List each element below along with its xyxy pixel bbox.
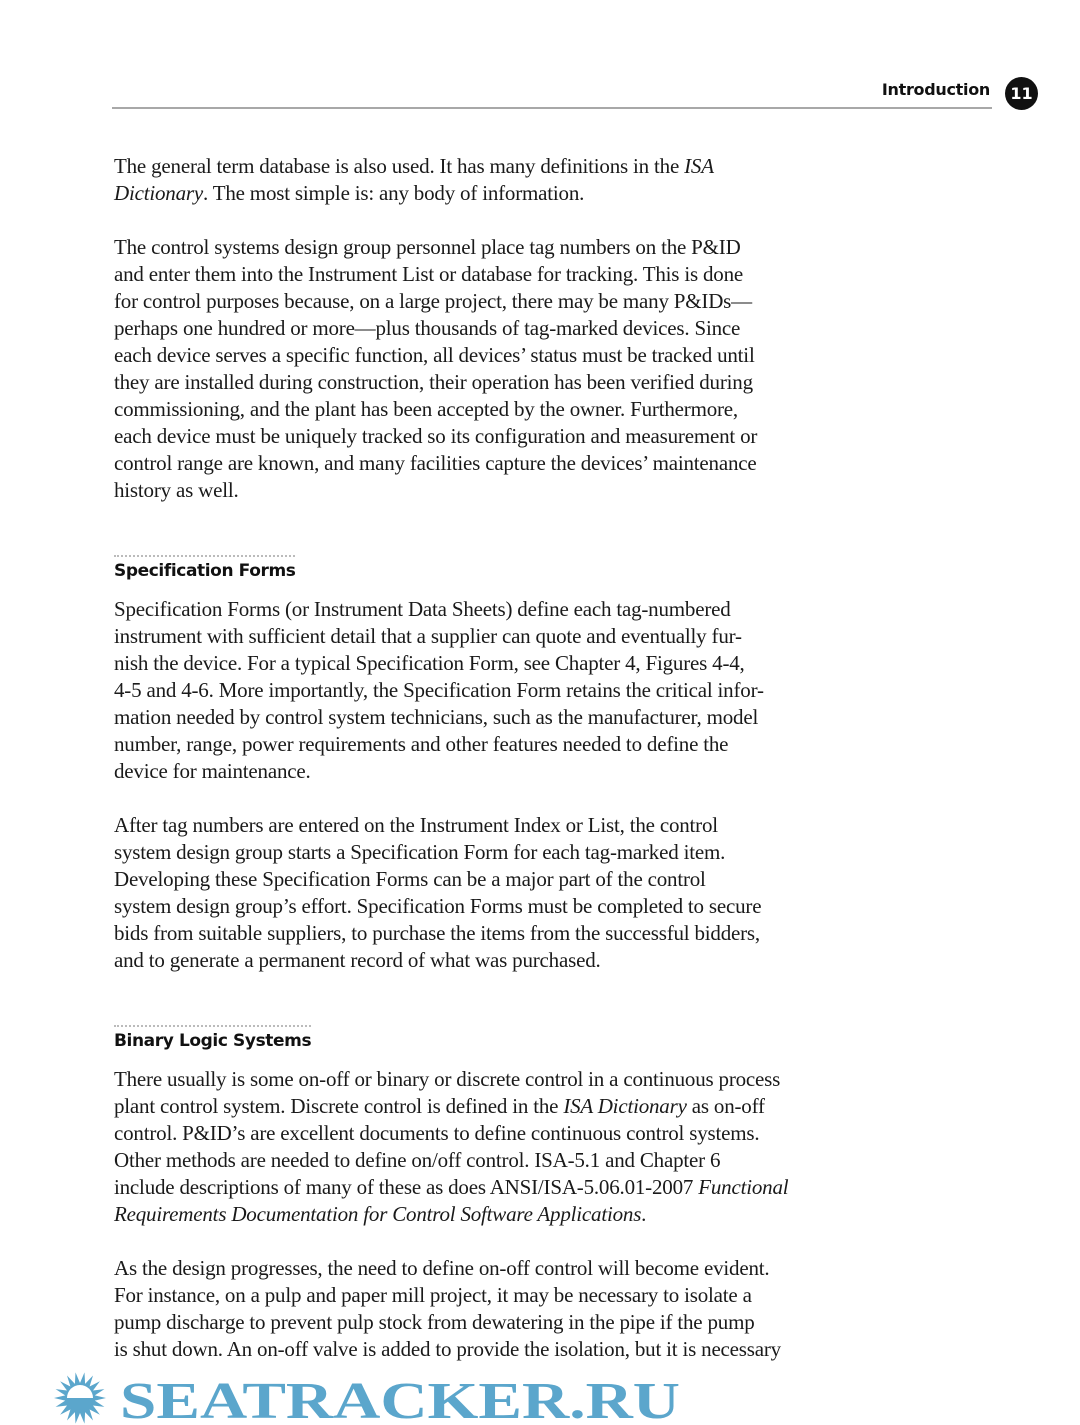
text-run: plant control system. Discrete control is defined in the [114,1094,564,1118]
text-line [114,1309,781,1336]
sun-logo-icon [54,1372,106,1423]
text-run: nish the device. For a typical Specification Form, see Chapter 4, Figures 4-4, [114,651,745,675]
italic-text: ISA Dictionary [563,1094,687,1118]
text-line [114,623,764,650]
section-heading: Binary Logic Systems [114,1031,312,1051]
running-header-title: Introduction [881,80,990,99]
text-run: pump discharge to prevent pulp stock from dewatering in the pipe if the pump [114,1310,755,1334]
paragraph [114,812,761,974]
text-line [114,180,714,207]
text-run: and to generate a permanent record of what was purchased. [114,948,601,972]
text-run: After tag numbers are entered on the Instrument Index or List, the control [114,813,718,837]
text-run: perhaps one hundred or more—plus thousands of tag-marked devices. Since [114,316,741,340]
text-line [114,315,757,342]
text-run: as on-off [686,1094,765,1118]
text-line [114,704,764,731]
text-run: control. P&ID’s are excellent documents to define continuous control systems. [114,1121,760,1145]
paragraph [114,153,714,207]
text-run: is shut down. An on-off valve is added to provide the isolation, but it is necessary [114,1337,781,1361]
text-line [114,342,757,369]
text-line [114,234,757,261]
section-divider [114,1025,311,1027]
text-run: . The most simple is: any body of information. [202,181,585,205]
text-run: The control systems design group personnel place tag numbers on the P&ID [114,235,741,259]
text-line [114,423,757,450]
text-line [114,812,761,839]
watermark [0,1368,1080,1425]
text-run: Other methods are needed to define on/off control. ISA-5.1 and Chapter 6 [114,1148,721,1172]
section-divider [114,555,295,557]
text-line [114,1174,788,1201]
text-run: The general term database is also used. It has many definitions in the [114,154,685,178]
text-run: bids from suitable suppliers, to purchase the items from the successful bidders, [114,921,760,945]
text-line [114,893,761,920]
text-run: include descriptions of many of these as does ANSI/ISA-5.06.01-2007 [114,1175,699,1199]
text-line [114,396,757,423]
header-rule [112,107,992,109]
text-run: they are installed during construction, their operation has been verified during [114,370,753,394]
text-run: Developing these Specification Forms can be a major part of the control [114,867,706,891]
italic-text: Functional [698,1175,789,1199]
italic-text: Dictionary [114,181,203,205]
text-line [114,731,764,758]
paragraph [114,1066,788,1228]
text-run: number, range, power requirements and other features needed to define the [114,732,729,756]
text-run: 4-5 and 4-6. More importantly, the Specification Form retains the critical infor- [114,678,764,702]
text-line [114,1282,781,1309]
paragraph [114,1255,781,1363]
paragraph [114,234,757,504]
text-run: system design group’s effort. Specification Forms must be completed to secure [114,894,762,918]
text-run: for control purposes because, on a large project, there may be many P&IDs— [114,289,752,313]
text-run: There usually is some on-off or binary or discrete control in a continuous process [114,1067,781,1091]
text-run: mation needed by control system technicians, such as the manufacturer, model [114,705,759,729]
text-line [114,1147,788,1174]
text-run: each device must be uniquely tracked so its configuration and measurement or [114,424,758,448]
text-run: each device serves a specific function, all devices’ status must be tracked until [114,343,755,367]
text-line [114,866,761,893]
text-line [114,369,757,396]
text-run: For instance, on a pulp and paper mill project, it may be necessary to isolate a [114,1283,752,1307]
text-run: As the design progresses, the need to define on-off control will become evident. [114,1256,770,1280]
text-line [114,596,764,623]
text-line [114,758,764,785]
text-run: history as well. [114,478,239,502]
italic-text: ISA [684,154,714,178]
text-run: system design group starts a Specification Form for each tag-marked item. [114,840,726,864]
text-line [114,153,714,180]
text-line [114,477,757,504]
italic-text: Requirements Documentation for Control Software Applications [114,1202,642,1226]
paragraph [114,596,764,785]
text-line [114,920,761,947]
section-heading: Specification Forms [114,561,296,581]
text-run: . [641,1202,647,1226]
text-run: control range are known, and many facilities capture the devices’ maintenance [114,451,757,475]
text-line [114,650,764,677]
text-line [114,450,757,477]
text-run: commissioning, and the plant has been accepted by the owner. Furthermore, [114,397,738,421]
text-line [114,947,761,974]
text-line [114,288,757,315]
text-line [114,1201,788,1228]
text-line [114,839,761,866]
watermark-text: SEATRACKER.RU [120,1373,680,1425]
text-line [114,1120,788,1147]
text-line [114,1066,788,1093]
page-number-badge: 11 [1005,77,1038,110]
text-line [114,1336,781,1363]
text-run: instrument with sufficient detail that a supplier can quote and eventually fur- [114,624,742,648]
text-line [114,677,764,704]
text-line [114,1255,781,1282]
text-run: device for maintenance. [114,759,311,783]
text-run: and enter them into the Instrument List or database for tracking. This is done [114,262,744,286]
text-line [114,261,757,288]
text-line [114,1093,788,1120]
text-run: Specification Forms (or Instrument Data Sheets) define each tag-numbered [114,597,731,621]
